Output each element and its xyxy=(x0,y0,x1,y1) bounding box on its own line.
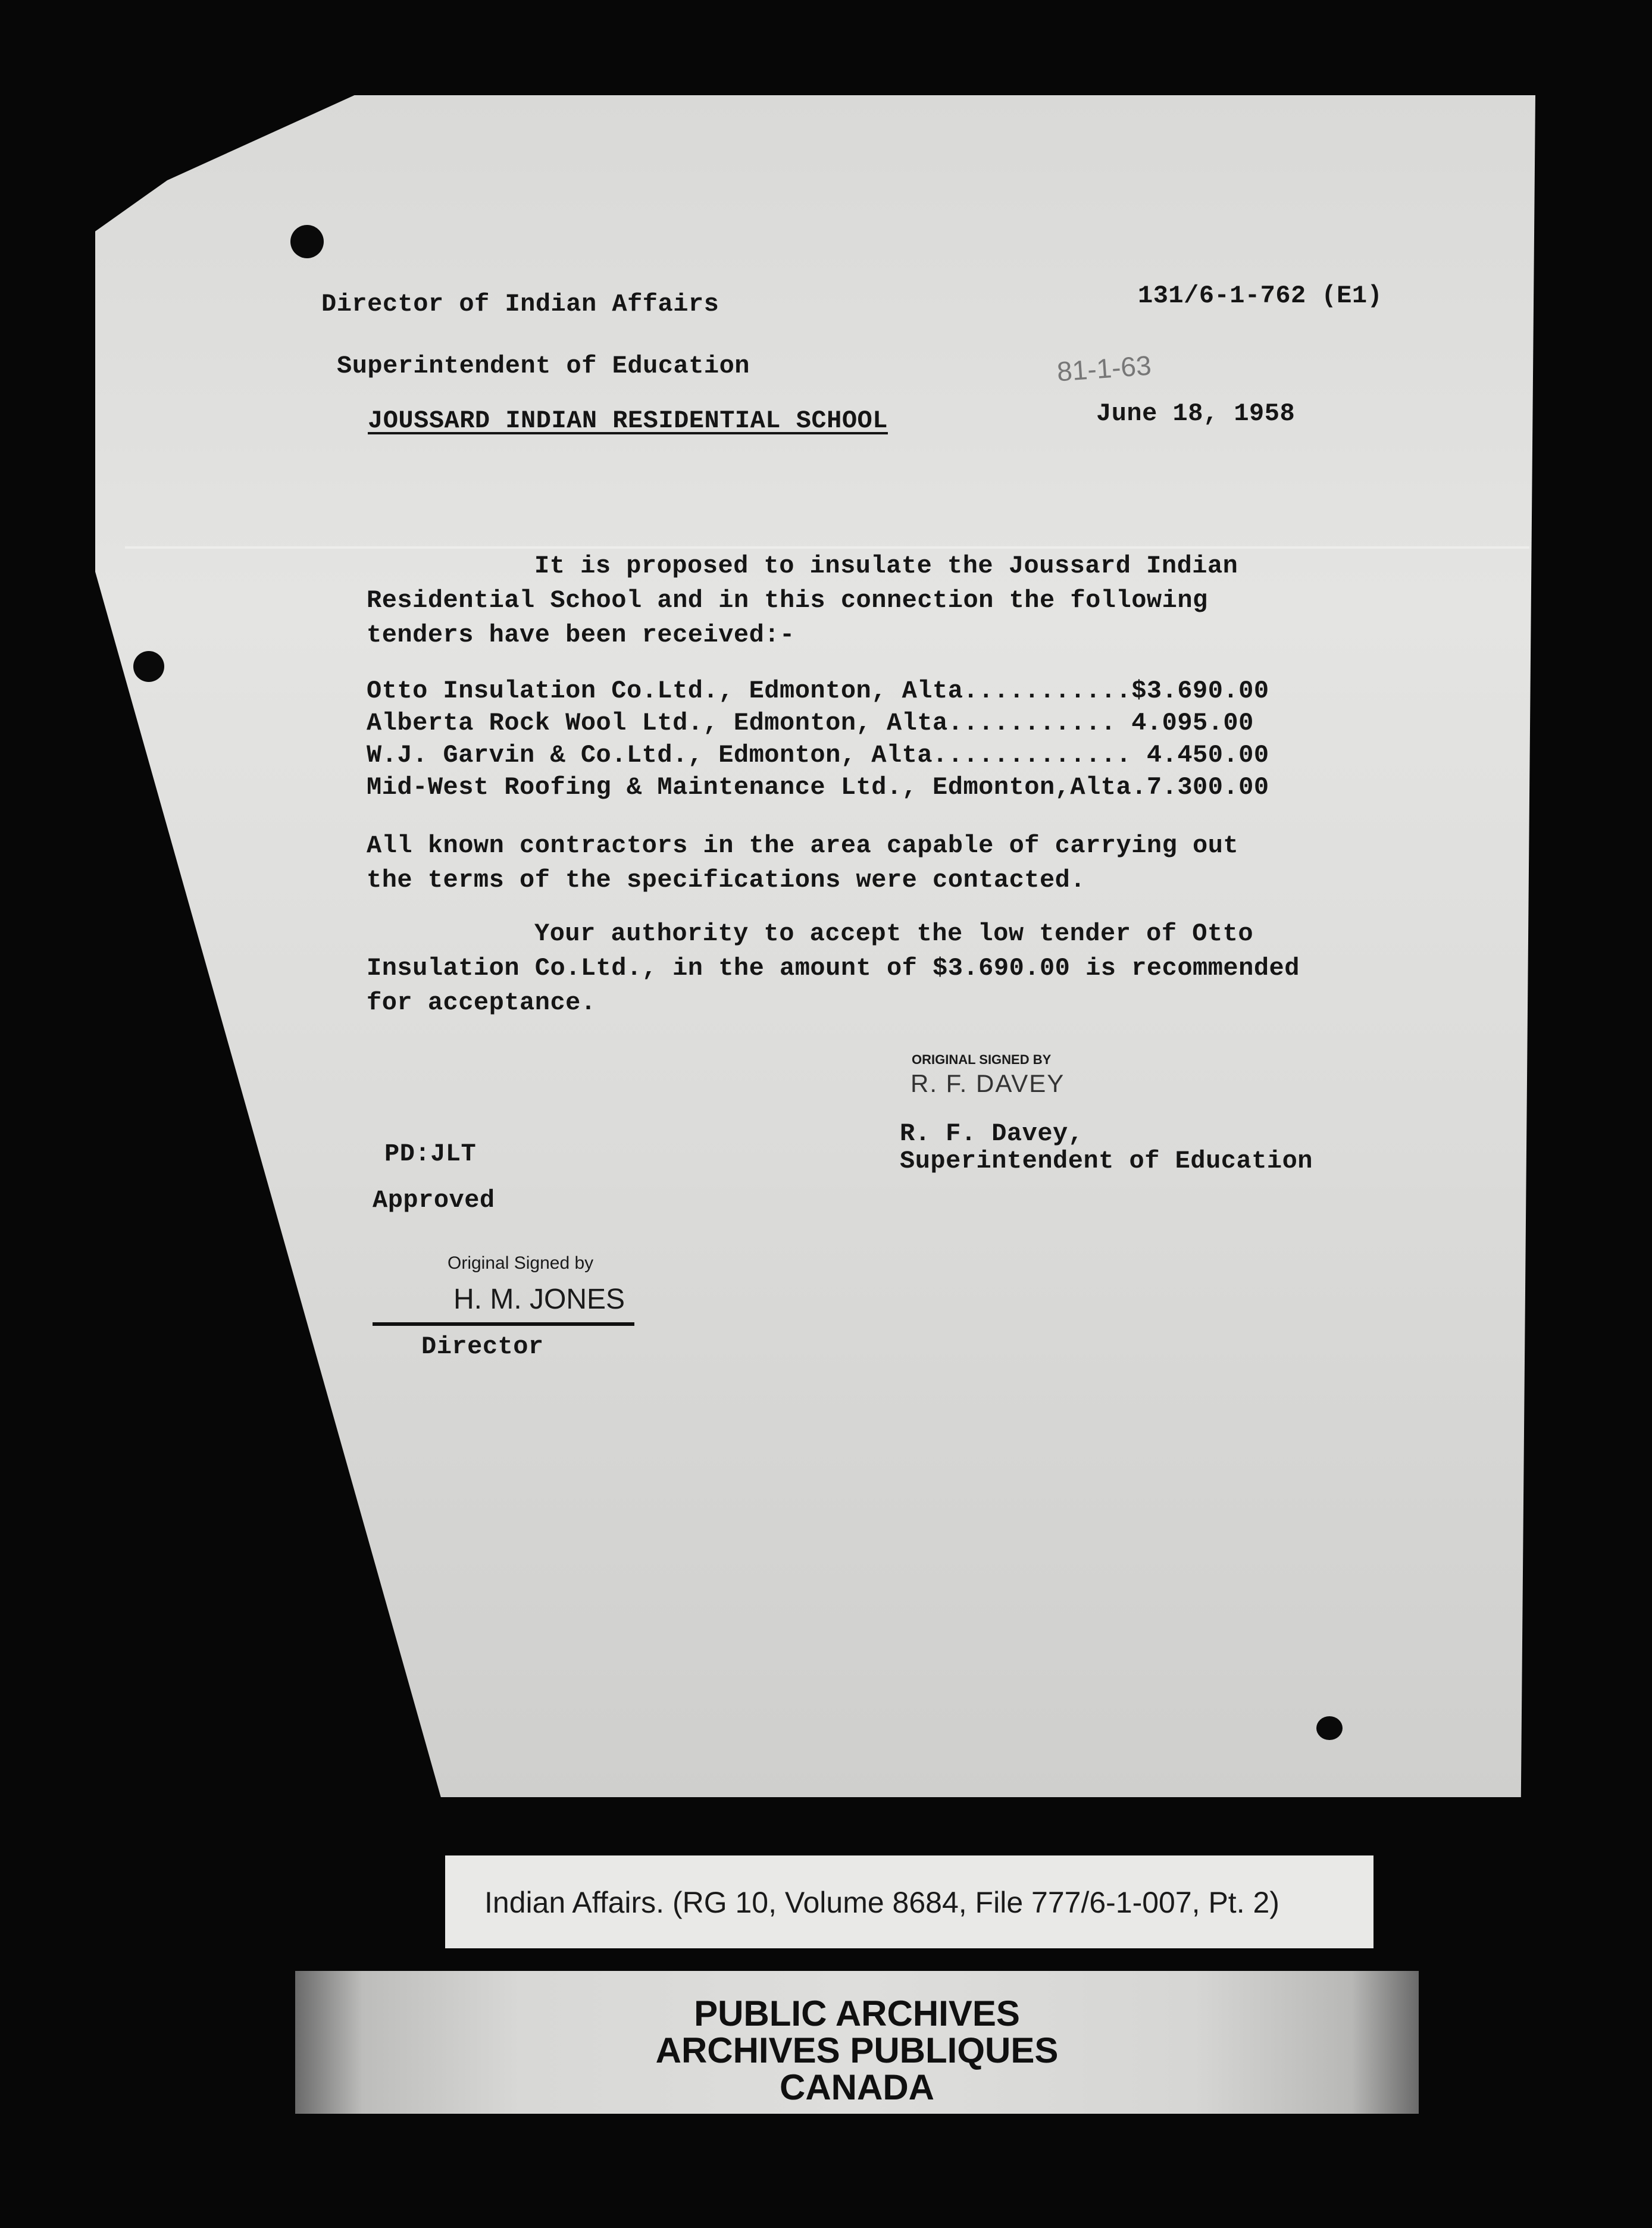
director-stamp-name: H. M. JONES xyxy=(453,1284,625,1315)
punch-hole-top xyxy=(290,225,324,258)
handwritten-note: 81-1-63 xyxy=(1056,349,1153,387)
signatory-title: Superintendent of Education xyxy=(900,1147,1313,1175)
reference-initials: PD:JLT xyxy=(384,1140,477,1168)
sender-line: Superintendent of Education xyxy=(337,352,750,380)
punch-hole-middle xyxy=(133,651,164,682)
archive-institution-label xyxy=(295,1971,1419,2114)
file-reference: 131/6-1-762 (E1) xyxy=(1138,281,1383,310)
paper-fold-line xyxy=(125,546,1529,549)
archive-line-1: PUBLIC ARCHIVES xyxy=(694,1994,1020,2033)
intro-line-3: tenders have been received:- xyxy=(367,621,795,649)
tender-row: W.J. Garvin & Co.Ltd., Edmonton, Alta............. 4.450.00 xyxy=(367,741,1269,769)
letter-date: June 18, 1958 xyxy=(1096,399,1296,428)
archive-reference-label xyxy=(445,1855,1373,1948)
signature-stamp-name: R. F. DAVEY xyxy=(911,1069,1065,1097)
contractors-line-1: All known contractors in the area capable of carrying out xyxy=(367,831,1239,860)
director-label: Director xyxy=(421,1332,544,1361)
intro-line-2: Residential School and in this connection the following xyxy=(367,586,1208,615)
recommendation-line-3: for acceptance. xyxy=(367,988,596,1017)
intro-line-1: It is proposed to insulate the Joussard Indian xyxy=(534,552,1238,580)
ink-blot xyxy=(1316,1716,1343,1740)
recommendation-line-2: Insulation Co.Ltd., in the amount of $3.690.00 is recommended xyxy=(367,954,1300,982)
tender-row: Otto Insulation Co.Ltd., Edmonton, Alta...........$3.690.00 xyxy=(367,677,1269,705)
signature-stamp-caption: ORIGINAL SIGNED BY xyxy=(912,1052,1052,1067)
signatory-name: R. F. Davey, xyxy=(900,1119,1084,1148)
signature-rule xyxy=(373,1322,634,1326)
subject-heading: JOUSSARD INDIAN RESIDENTIAL SCHOOL xyxy=(368,406,888,435)
recommendation-line-1: Your authority to accept the low tender of Otto xyxy=(534,919,1254,948)
recipient-line: Director of Indian Affairs xyxy=(321,290,719,318)
contractors-line-2: the terms of the specifications were contacted. xyxy=(367,866,1086,894)
archive-reference-text: Indian Affairs. (RG 10, Volume 8684, File 777/6-1-007, Pt. 2) xyxy=(484,1886,1279,1919)
director-stamp-caption: Original Signed by xyxy=(448,1253,594,1273)
archive-line-3: CANADA xyxy=(780,2067,934,2107)
tender-row: Alberta Rock Wool Ltd., Edmonton, Alta........... 4.095.00 xyxy=(367,709,1254,737)
archive-line-2: ARCHIVES PUBLIQUES xyxy=(655,2030,1059,2070)
approval-label: Approved xyxy=(373,1186,495,1215)
tender-row: Mid-West Roofing & Maintenance Ltd., Edmonton,Alta.7.300.00 xyxy=(367,773,1269,802)
